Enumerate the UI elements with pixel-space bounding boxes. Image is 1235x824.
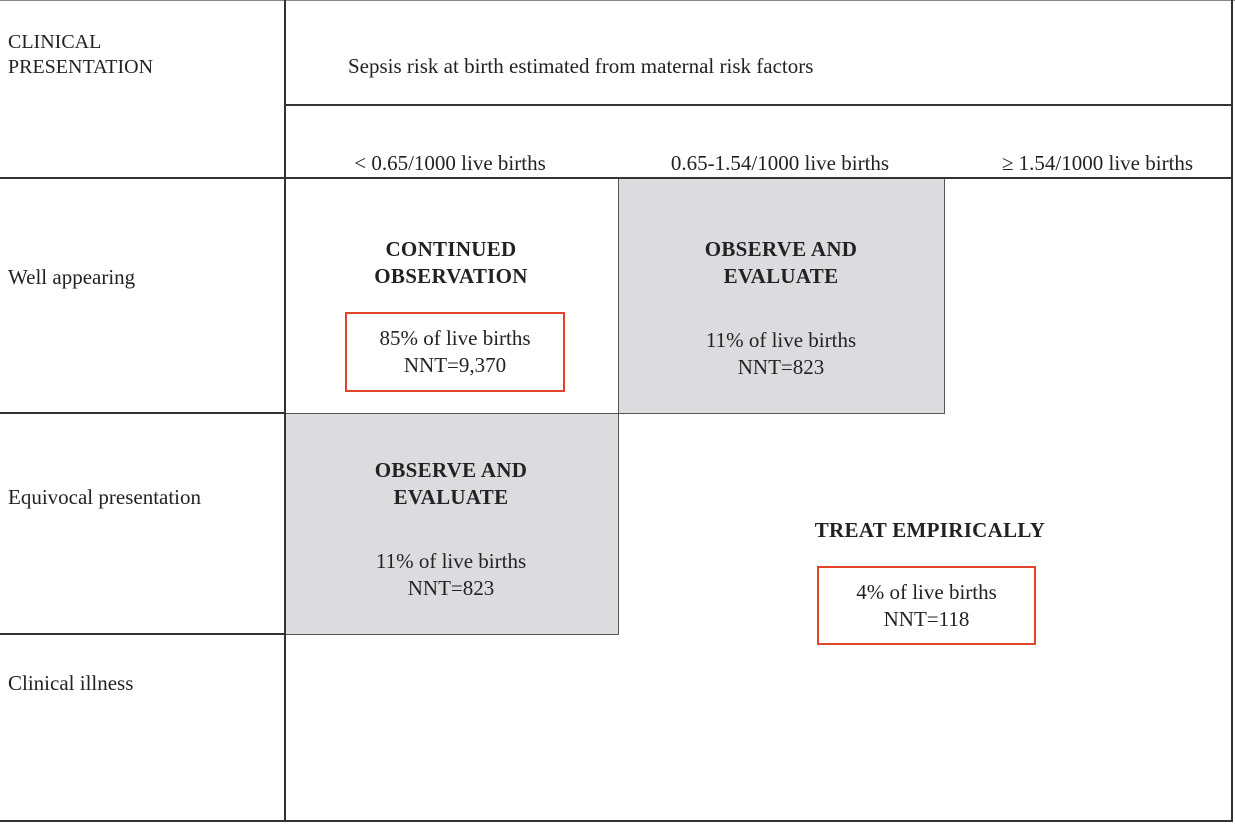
row-divider-2 [0,633,286,635]
observe-evaluate-mid-percent: 11% of live births [375,549,527,573]
column-header-high: ≥ 1.54/1000 live births [1001,151,1194,175]
observe-evaluate-top-percent: 11% of live births [705,328,857,352]
row-label-header-line2: PRESENTATION [8,56,154,78]
header-bottom-line [0,177,1233,179]
observe-evaluate-mid-title-line2: EVALUATE [393,485,509,509]
treat-empirically-stats-box [817,566,1036,645]
observe-evaluate-top-title-line2: EVALUATE [723,264,839,288]
observe-evaluate-mid-stats [290,548,612,602]
observe-evaluate-mid-title [290,457,612,511]
continued-observation-percent: 85% of live births [379,326,531,350]
row-label-header [8,30,153,80]
row-label-header-line1: CLINICAL [8,31,102,53]
observe-evaluate-top-title-line1: OBSERVE AND [704,237,858,261]
observe-evaluate-mid-title-line1: OBSERVE AND [374,458,528,482]
row-divider-1 [0,412,286,414]
treat-empirically-title: TREAT EMPIRICALLY [814,518,1046,542]
bottom-border [0,820,1233,822]
continued-observation-stats-box [345,312,565,392]
column-header-mid: 0.65-1.54/1000 live births [670,151,890,175]
top-border [0,0,1235,1]
column-header-low: < 0.65/1000 live births [354,151,546,175]
treat-empirically-percent: 4% of live births [856,579,997,604]
continued-observation-title-line1: CONTINUED [385,237,517,261]
observe-evaluate-mid-nnt: NNT=823 [407,576,495,600]
continued-observation-title [290,236,612,290]
right-border [1231,0,1233,822]
observe-evaluate-top-nnt: NNT=823 [737,355,825,379]
table-title: Sepsis risk at birth estimated from maternal risk factors [348,54,814,78]
observe-evaluate-top-title [620,236,942,290]
continued-observation-title-line2: OBSERVATION [374,264,528,288]
row-label-equivocal: Equivocal presentation [8,485,202,509]
first-column-divider [284,0,286,822]
header-divider [285,104,1233,106]
treat-empirically-nnt: NNT=118 [883,606,970,631]
continued-observation-nnt: NNT=9,370 [403,353,507,377]
observe-evaluate-top-stats [620,327,942,381]
row-label-clinical-illness: Clinical illness [8,671,134,695]
row-label-well-appearing: Well appearing [8,265,136,289]
